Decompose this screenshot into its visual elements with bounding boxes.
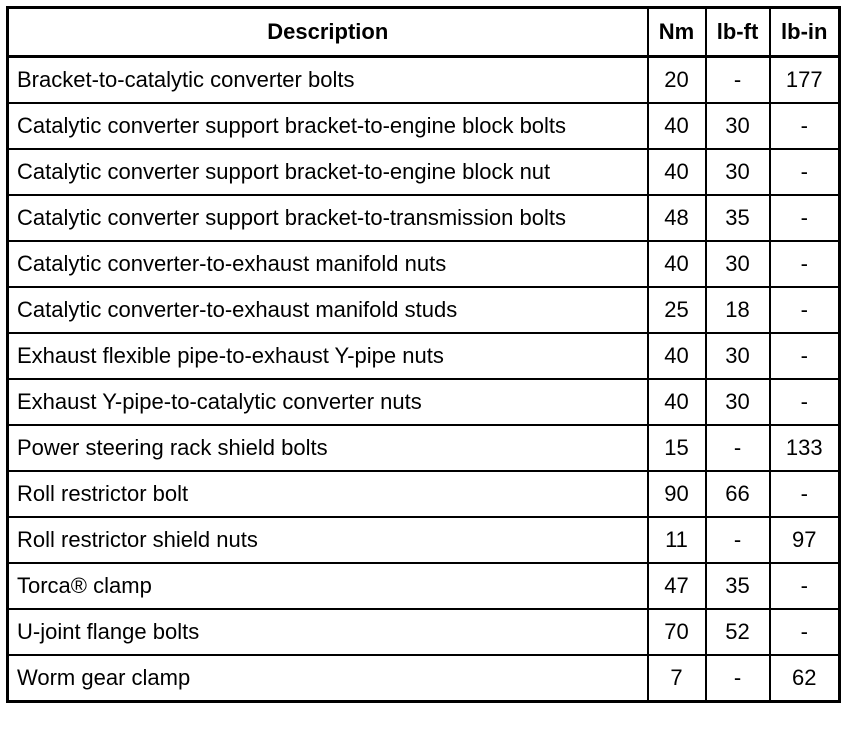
cell-description: Exhaust Y-pipe-to-catalytic converter nuts <box>8 379 648 425</box>
table-row <box>8 241 840 287</box>
cell-description: Catalytic converter-to-exhaust manifold nuts <box>8 241 648 287</box>
table-row <box>8 333 840 379</box>
cell-description: Catalytic converter support bracket-to-transmission bolts <box>8 195 648 241</box>
cell-nm: 90 <box>648 471 706 517</box>
table-row <box>8 379 840 425</box>
cell-lb-ft: 66 <box>706 471 770 517</box>
cell-nm: 20 <box>648 57 706 104</box>
table-body <box>8 57 840 702</box>
cell-lb-ft: 30 <box>706 333 770 379</box>
cell-lb-in: 62 <box>770 655 840 702</box>
table-header <box>8 8 840 57</box>
cell-nm: 11 <box>648 517 706 563</box>
table-row <box>8 287 840 333</box>
cell-lb-in: - <box>770 563 840 609</box>
cell-lb-ft: 35 <box>706 195 770 241</box>
cell-description: Roll restrictor shield nuts <box>8 517 648 563</box>
cell-nm: 15 <box>648 425 706 471</box>
cell-lb-ft: - <box>706 655 770 702</box>
cell-nm: 40 <box>648 149 706 195</box>
cell-lb-ft: - <box>706 57 770 104</box>
cell-lb-in: - <box>770 609 840 655</box>
table-row <box>8 103 840 149</box>
table-row <box>8 517 840 563</box>
column-header-lb-ft: lb-ft <box>706 8 770 57</box>
torque-spec-table <box>6 6 841 703</box>
table-row <box>8 655 840 702</box>
cell-description: Worm gear clamp <box>8 655 648 702</box>
table-row <box>8 57 840 104</box>
cell-lb-in: 97 <box>770 517 840 563</box>
cell-nm: 25 <box>648 287 706 333</box>
cell-lb-in: 177 <box>770 57 840 104</box>
cell-description: Power steering rack shield bolts <box>8 425 648 471</box>
cell-description: Roll restrictor bolt <box>8 471 648 517</box>
cell-description: Catalytic converter support bracket-to-engine block nut <box>8 149 648 195</box>
cell-lb-ft: - <box>706 425 770 471</box>
cell-lb-ft: - <box>706 517 770 563</box>
table-row <box>8 195 840 241</box>
cell-lb-in: - <box>770 333 840 379</box>
cell-nm: 47 <box>648 563 706 609</box>
cell-lb-ft: 52 <box>706 609 770 655</box>
cell-lb-ft: 30 <box>706 379 770 425</box>
cell-description: Catalytic converter support bracket-to-engine block bolts <box>8 103 648 149</box>
cell-lb-in: - <box>770 471 840 517</box>
cell-nm: 70 <box>648 609 706 655</box>
cell-lb-in: - <box>770 287 840 333</box>
cell-nm: 48 <box>648 195 706 241</box>
cell-lb-in: - <box>770 149 840 195</box>
cell-lb-in: - <box>770 379 840 425</box>
cell-nm: 40 <box>648 103 706 149</box>
cell-lb-in: - <box>770 241 840 287</box>
cell-description: Exhaust flexible pipe-to-exhaust Y-pipe nuts <box>8 333 648 379</box>
column-header-description: Description <box>8 8 648 57</box>
cell-nm: 40 <box>648 241 706 287</box>
table-row <box>8 149 840 195</box>
column-header-lb-in: lb-in <box>770 8 840 57</box>
table-row <box>8 471 840 517</box>
header-row <box>8 8 840 57</box>
cell-description: Catalytic converter-to-exhaust manifold studs <box>8 287 648 333</box>
table-row <box>8 563 840 609</box>
cell-nm: 40 <box>648 379 706 425</box>
cell-lb-in: - <box>770 195 840 241</box>
table-row <box>8 609 840 655</box>
column-header-nm: Nm <box>648 8 706 57</box>
cell-lb-ft: 30 <box>706 103 770 149</box>
cell-description: Torca® clamp <box>8 563 648 609</box>
cell-lb-ft: 30 <box>706 149 770 195</box>
table-row <box>8 425 840 471</box>
cell-description: Bracket-to-catalytic converter bolts <box>8 57 648 104</box>
cell-lb-in: 133 <box>770 425 840 471</box>
cell-lb-ft: 35 <box>706 563 770 609</box>
cell-nm: 40 <box>648 333 706 379</box>
cell-lb-ft: 18 <box>706 287 770 333</box>
cell-nm: 7 <box>648 655 706 702</box>
cell-description: U-joint flange bolts <box>8 609 648 655</box>
cell-lb-in: - <box>770 103 840 149</box>
cell-lb-ft: 30 <box>706 241 770 287</box>
